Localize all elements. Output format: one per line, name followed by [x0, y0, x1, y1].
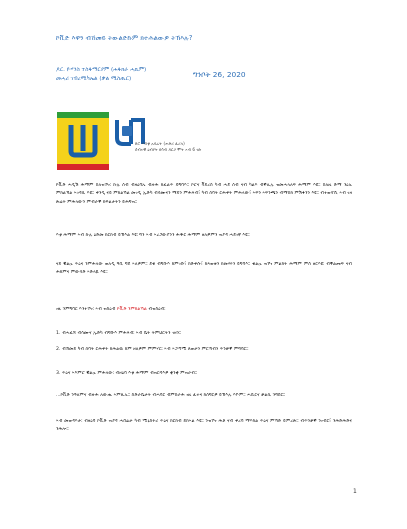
organization-name-line-1: ጸሮ ሃብቲ አዳራት (ሐድሪ ፈሪላ)	[135, 141, 185, 146]
logo-red-stripe	[57, 164, 109, 170]
highlighted-phrase: ኮቪድ ንምክልኻል	[116, 307, 147, 312]
paragraph-4-end: ብዝስዕብ፡	[148, 307, 166, 312]
ethiopic-letter-icon	[65, 121, 101, 159]
list-item: 3. ጥዕና ኣእምሮ ቑልዑ ምሕላው፡ ብዛዕባ እቲ ሕማም ብዝርዳእዎ ቋንቋ ምዝራብ።	[56, 371, 198, 376]
paragraph-3: ናይ ቑልዑ ጥዕና ንምሕላው ወለዲ ዓቢ ግደ ኣለዎም። ደቂ ብግቡእ ክምገቡ፣ ክድቀሱ፣ ክጻወቱን ክመሃሩን ይግባእ። ቁልዑ ዝኾነ ምልክት ሕማም ምስ ዘርእዩ፡ ብቕልጡፍ ናብ ሕክምና ምውሳድ ኣድላዪ እዩ።	[56, 262, 352, 276]
author-block	[56, 66, 146, 84]
author-line-1: ዶር. ዮሃንስ ተስፋማርያም (ሐፋክራ ሓኪም)	[56, 67, 147, 73]
paragraph-4	[56, 306, 352, 314]
page-number: 1	[353, 488, 357, 495]
document-title: ኮቪድ እዋን ብኸመይ ትውልድኩም ክተሕልውዎ ትኽእሉ?	[56, 34, 193, 42]
paragraph-2: እቲ ሕማም ኣብ ኩሉ ዕድመ ክርከብ ይኽእል እዩ፡ ግን ኣብ ኣረጋውያንን ሕዱር ሕማም ዘለዎምን ዝያዳ ሓደገኛ እዩ።	[56, 233, 250, 238]
paragraph-1: ኮቪድ ሓዲሽ ሕማም ስለዝኾነ፡ ኩሉ ሰብ ብዛዕባኡ ብዙሕ ክፈልጥ ይግባእ። ኮሮና ቫይረስ ካብ ሓደ ሰብ ናብ ካልእ ብቐሊሉ ዝመሓላለፍ ሕማም እዩ። ስለዚ ድማ ንዕኡ ምክልኻል ኣገዳሲ እዩ። ቀንዲ ናይ ምክልኻል መገዲ ኢድካ ብሳሙናን ማይን ምሕጻብ፣ ካብ ሰባት ርሕቀት ምሕላው፣ ኣፍን ኣፍንጫን ብማስክ ምሽፋንን እዩ። ብተወሳኺ ኣብ ገዛ ጽሬት ምሕላውን ምብራቕ ክፍልታትን ይሕግዝ።	[56, 183, 352, 205]
list-item: 2. ብኸመይ ካብ ሰባት ርሕቀት ክሕልዉ ከም ዘለዎም ምምሃር፡ ኣብ ኣጋጣሚ ጸወታን ምርኻብን ጥንቃቐ ምግባር።	[56, 347, 249, 352]
paragraph-5: ...ኮቪድ ንዓለምና ብዙሕ ለውጢ ኣምጺኡ። ስድራቤታት ብሓባር ብምስራሕ ነዚ ፈተና ክሰግርዎ ይኽእሉ እዮም። ሓቢርና ቃልሲ ንግበር።	[56, 393, 286, 398]
list-item: 1. ብሓፈሻ ብሳሙና ኢድካ ብግቡእ ምሕጻብ፡ ኣብ ቤት ትምህርትን ገዛን።	[56, 331, 182, 336]
logo-flag-icon	[57, 112, 109, 170]
organization-name	[135, 141, 201, 153]
paragraph-6: ኣብ መወዳእታ፡ ብዛዕባ ኮቪድ ዝያዳ ሓበሬታ ካብ ሚኒስትሪ ጥዕና ክርከብ ይከኣል እዩ። ንዝኾነ ሕቶ ናብ ቀረባ ማእከል ጥዕና ምኻድ ይምረጽ። ብጥንቃቐ ንነብር፣ ንሕድሕድና ንሕሎ።	[56, 419, 352, 433]
author-line-2: መሓሪ ገብረሚካኤል (ቃል ሚስጢር)	[56, 76, 132, 82]
organization-name-line-2: ሰብኣዊ ዕብየት ክሳብ ዳርጋ ሞት ኣብ 6 ገጽ	[135, 147, 202, 152]
brand-badge-icon	[122, 126, 132, 136]
document-date: ግንቦት 26, 2020	[193, 70, 246, 79]
paragraph-4-start: ነዚ ንምግባር እንተኾነ፡ ኣብ ዝስዕብ	[56, 307, 116, 312]
